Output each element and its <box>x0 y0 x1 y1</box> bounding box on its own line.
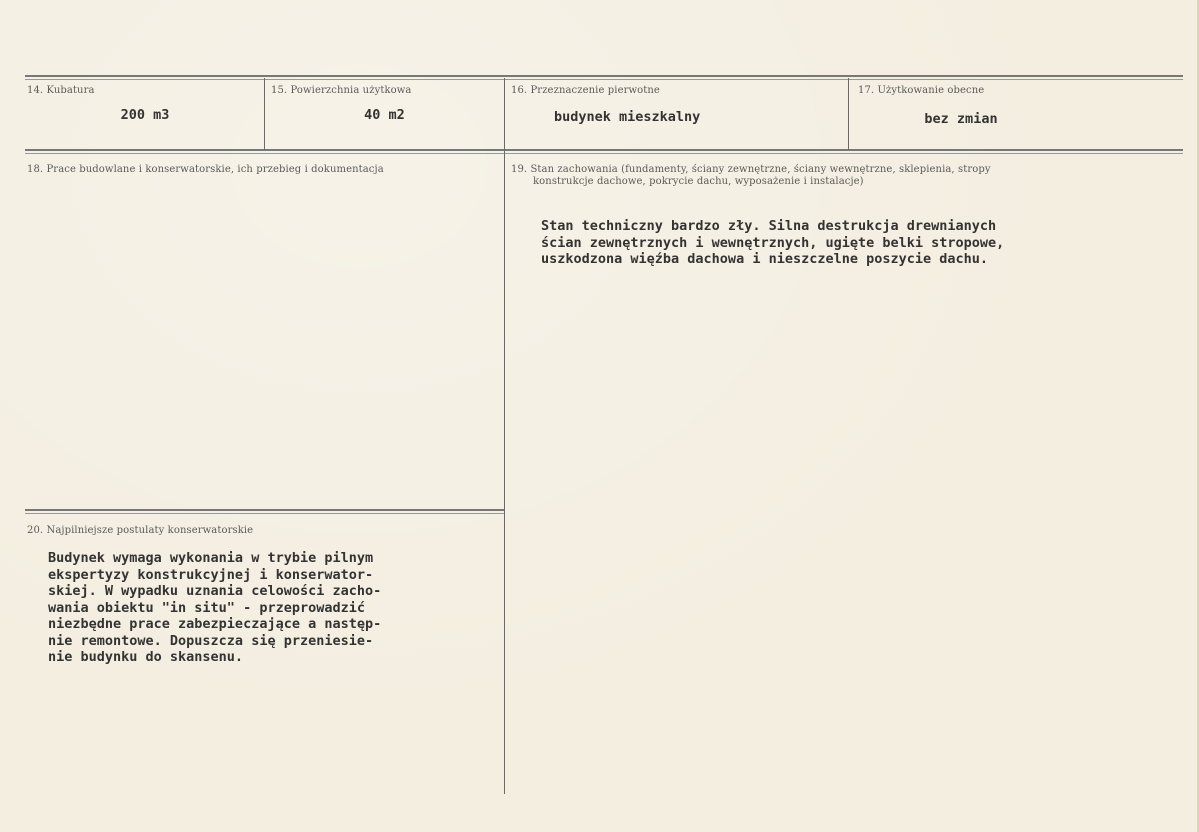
field-18-label: 18. Prace budowlane i konserwatorskie, ich przebieg i dokumentacja <box>27 164 384 175</box>
row-divider <box>25 149 1183 154</box>
field-20-label: 20. Najpilniejsze postulaty konserwatorskie <box>27 525 254 536</box>
field-19-line: uszkodzona więźba dachowa i nieszczelne poszycie dachu. <box>541 251 989 267</box>
field-15-label: 15. Powierzchnia użytkowa <box>271 85 412 96</box>
field-19-line: Stan techniczny bardzo zły. Silna destrukcja drewnianych <box>541 218 997 234</box>
field-20-line: nie remontowe. Dopuszcza się przeniesie- <box>48 632 374 649</box>
field-20-line: skiej. W wypadku uznania celowości zacho- <box>48 583 382 599</box>
field-17-value: bez zmian <box>924 111 998 127</box>
field-15-value: 40 m2 <box>364 107 405 123</box>
field-19-line: ścian zewnętrznych i wewnętrznych, ugięte belki stropowe, <box>541 234 1005 251</box>
field-20-line: nie budynku do skansenu. <box>48 649 244 665</box>
field-20-line: niezbędne prace zabezpieczające a następ- <box>48 616 382 632</box>
field-19-text <box>541 218 1004 268</box>
field-17-label: 17. Użytkowanie obecne <box>858 85 985 96</box>
field-14-label: 14. Kubatura <box>27 85 95 96</box>
field-16-value: budynek mieszkalny <box>554 109 701 125</box>
field-16-label: 16. Przeznaczenie pierwotne <box>511 85 660 96</box>
divider-16-17 <box>848 78 849 150</box>
field-19-label-line2: konstrukcje dachowe, pokrycie dachu, wyposażenie i instalacje) <box>533 176 864 187</box>
field-14-value: 200 m3 <box>120 107 170 123</box>
top-rule <box>25 75 1183 80</box>
field-20-line: ekspertyzy konstrukcyjnej i konserwator- <box>48 566 374 583</box>
field-19-label-line1: 19. Stan zachowania (fundamenty, ściany zewnętrzne, ściany wewnętrzne, sklepienia, stropy <box>511 164 991 175</box>
field-20-line: wania obiektu "in situ" - przeprowadzić <box>48 599 365 616</box>
field-20-text <box>48 550 381 666</box>
field-20-rule <box>25 509 504 514</box>
center-divider <box>504 78 505 794</box>
field-20-line: Budynek wymaga wykonania w trybie pilnym <box>48 550 374 566</box>
